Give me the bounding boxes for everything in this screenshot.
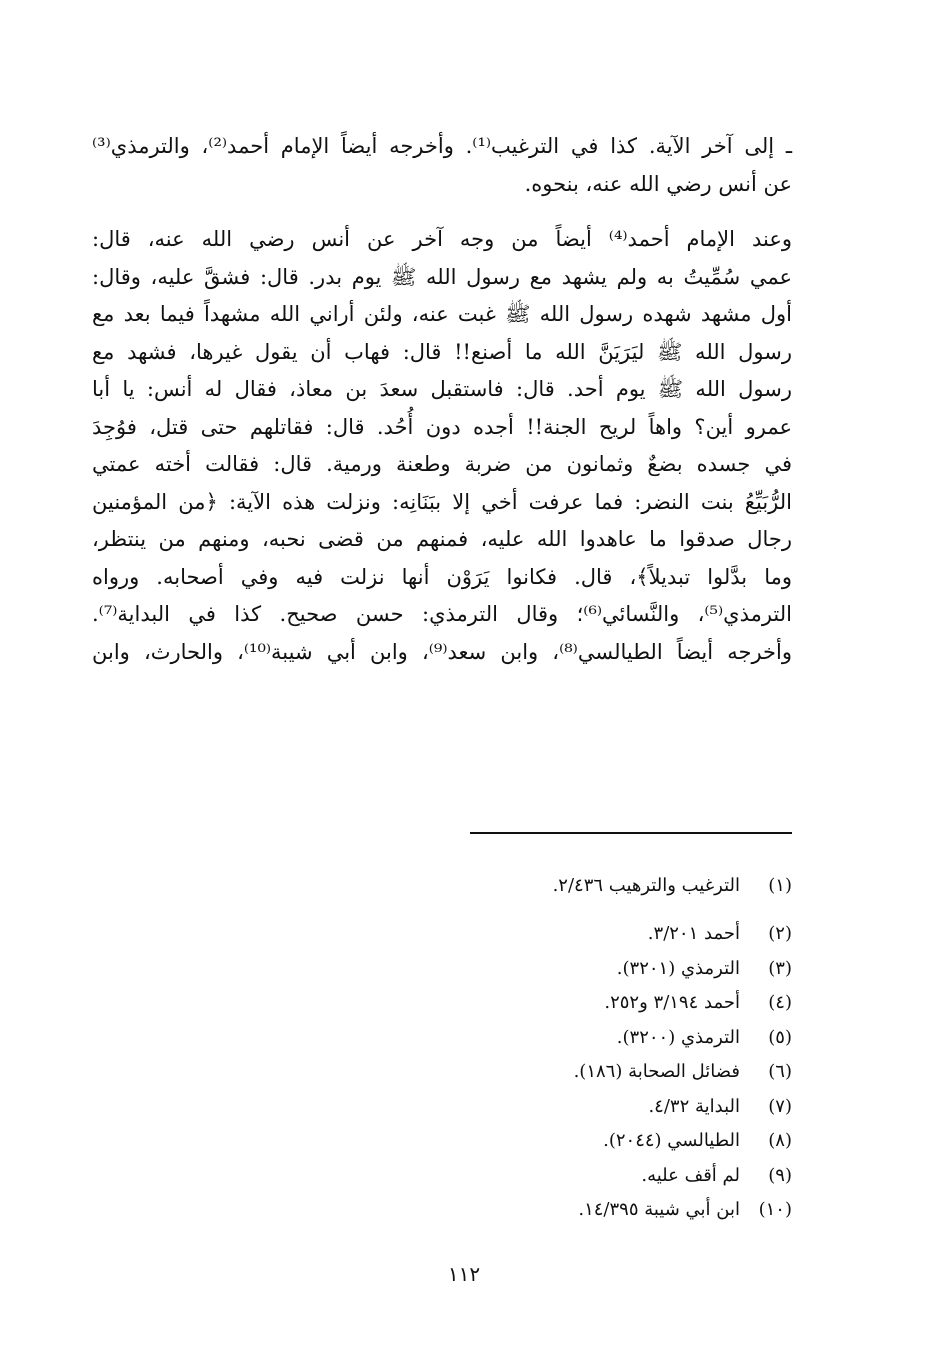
footnote-item [300,1124,792,1159]
footnote-number: (١٠) [758,1199,792,1221]
footnote-text: لم أقف عليه. [641,1164,740,1186]
footnote-item [300,986,792,1021]
footnote-text: فضائل الصحابة (١٨٦). [573,1061,740,1083]
footnote-text: الترغيب والترهيب ٢/٤٣٦. [552,874,740,896]
footnote-text: البداية ٤/٣٢. [648,1095,740,1117]
text-line: أول مشهد شهده رسول الله ﷺ غبت عنه، ولئن أراني الله مشهداً فيما بعد مع [92,302,792,326]
footnote-number: (٧) [768,1095,792,1117]
text-line: الرُّبَيِّعُ بنت النضر: فما عرفت أخي إلا ببَنَانِه: ونزلت هذه الآية: ﴿من المؤمنين [92,489,792,514]
footnote-number: (٢) [768,923,792,945]
footnote-item [300,917,792,952]
footnote-number: (٣) [768,957,792,979]
text-line: رسول الله ﷺ يوم أحد. قال: فاستقبل سعدَ بن معاذ، فقال له أنس: يا أبا [92,377,792,401]
paragraph-1 [92,128,792,203]
main-text [92,128,792,671]
footnote-item [300,868,792,903]
footnote-number: (٨) [768,1130,792,1152]
footnote-divider [470,832,792,834]
footnote-text: الترمذي (٣٢٠٠). [616,1026,740,1048]
text-line: وعند الإمام أحمد⁽⁴⁾ أيضاً من وجه آخر عن أنس رضي الله عنه، قال: [92,227,793,251]
footnote-text: أحمد ٣/٢٠١. [647,923,740,945]
footnote-text: الترمذي (٣٢٠١). [616,957,740,979]
page-number: ١١٢ [447,1262,481,1286]
text-line: في جسده بضعٌ وثمانون من ضربة وطعنة ورمية. قال: فقالت أخته عمتي [92,452,792,476]
paragraph-2 [92,221,792,671]
footnotes [300,868,792,1227]
text-line: عمرو أين؟ واهاً لريح الجنة!! أجده دون أُحُد. قال: فقاتلهم حتى قتل، فوُجِدَ [92,414,792,439]
footnote-item [300,1158,792,1193]
text-line: رسول الله ﷺ ليَرَيَنَّ الله ما أصنع!! قال: فهاب أن يقول غيرها، فشهد مع [92,339,792,364]
footnote-number: (٤) [768,992,792,1014]
footnote-number: (٥) [768,1026,792,1048]
footnote-text: أحمد ٣/١٩٤ و٢٥٢. [604,992,740,1014]
text-line: الترمذي⁽⁵⁾، والنَّسائي⁽⁶⁾؛ وقال الترمذي: حسن صحيح. كذا في البداية⁽⁷⁾. [92,602,792,626]
text-line: وما بدَّلوا تبديلاً﴾، قال. فكانوا يَرَوْن أنها نزلت فيه وفي أصحابه. ورواه [92,564,792,589]
text-line: ـ إلى آخر الآية. كذا في الترغيب⁽¹⁾. وأخرجه أيضاً الإمام أحمد⁽²⁾، والترمذي⁽³⁾ [92,134,792,158]
footnote-item [300,1020,792,1055]
footnote-text: الطيالسي (٢٠٤٤). [603,1130,740,1152]
text-line: وأخرجه أيضاً الطيالسي⁽⁸⁾، وابن سعد⁽⁹⁾، وابن أبي شيبة⁽¹⁰⁾، والحارث، وابن [92,639,793,664]
text-line: رجال صدقوا ما عاهدوا الله عليه، فمنهم من قضى نحبه، ومنهم من ينتظر، [92,527,792,551]
footnote-item [300,1089,792,1124]
footnote-item [300,1055,792,1090]
footnote-item [300,951,792,986]
footnote-number: (٩) [768,1164,792,1186]
footnote-number: (٦) [768,1061,792,1083]
footnote-number: (١) [768,874,792,896]
footnote-text: ابن أبي شيبة ١٤/٣٩٥. [578,1199,740,1221]
text-line: عن أنس رضي الله عنه، بنحوه. [524,171,792,196]
text-line: عمي سُمِّيتُ به ولم يشهد مع رسول الله ﷺ يوم بدر. قال: فشقَّ عليه، وقال: [92,264,792,289]
footnote-item [300,1193,792,1228]
